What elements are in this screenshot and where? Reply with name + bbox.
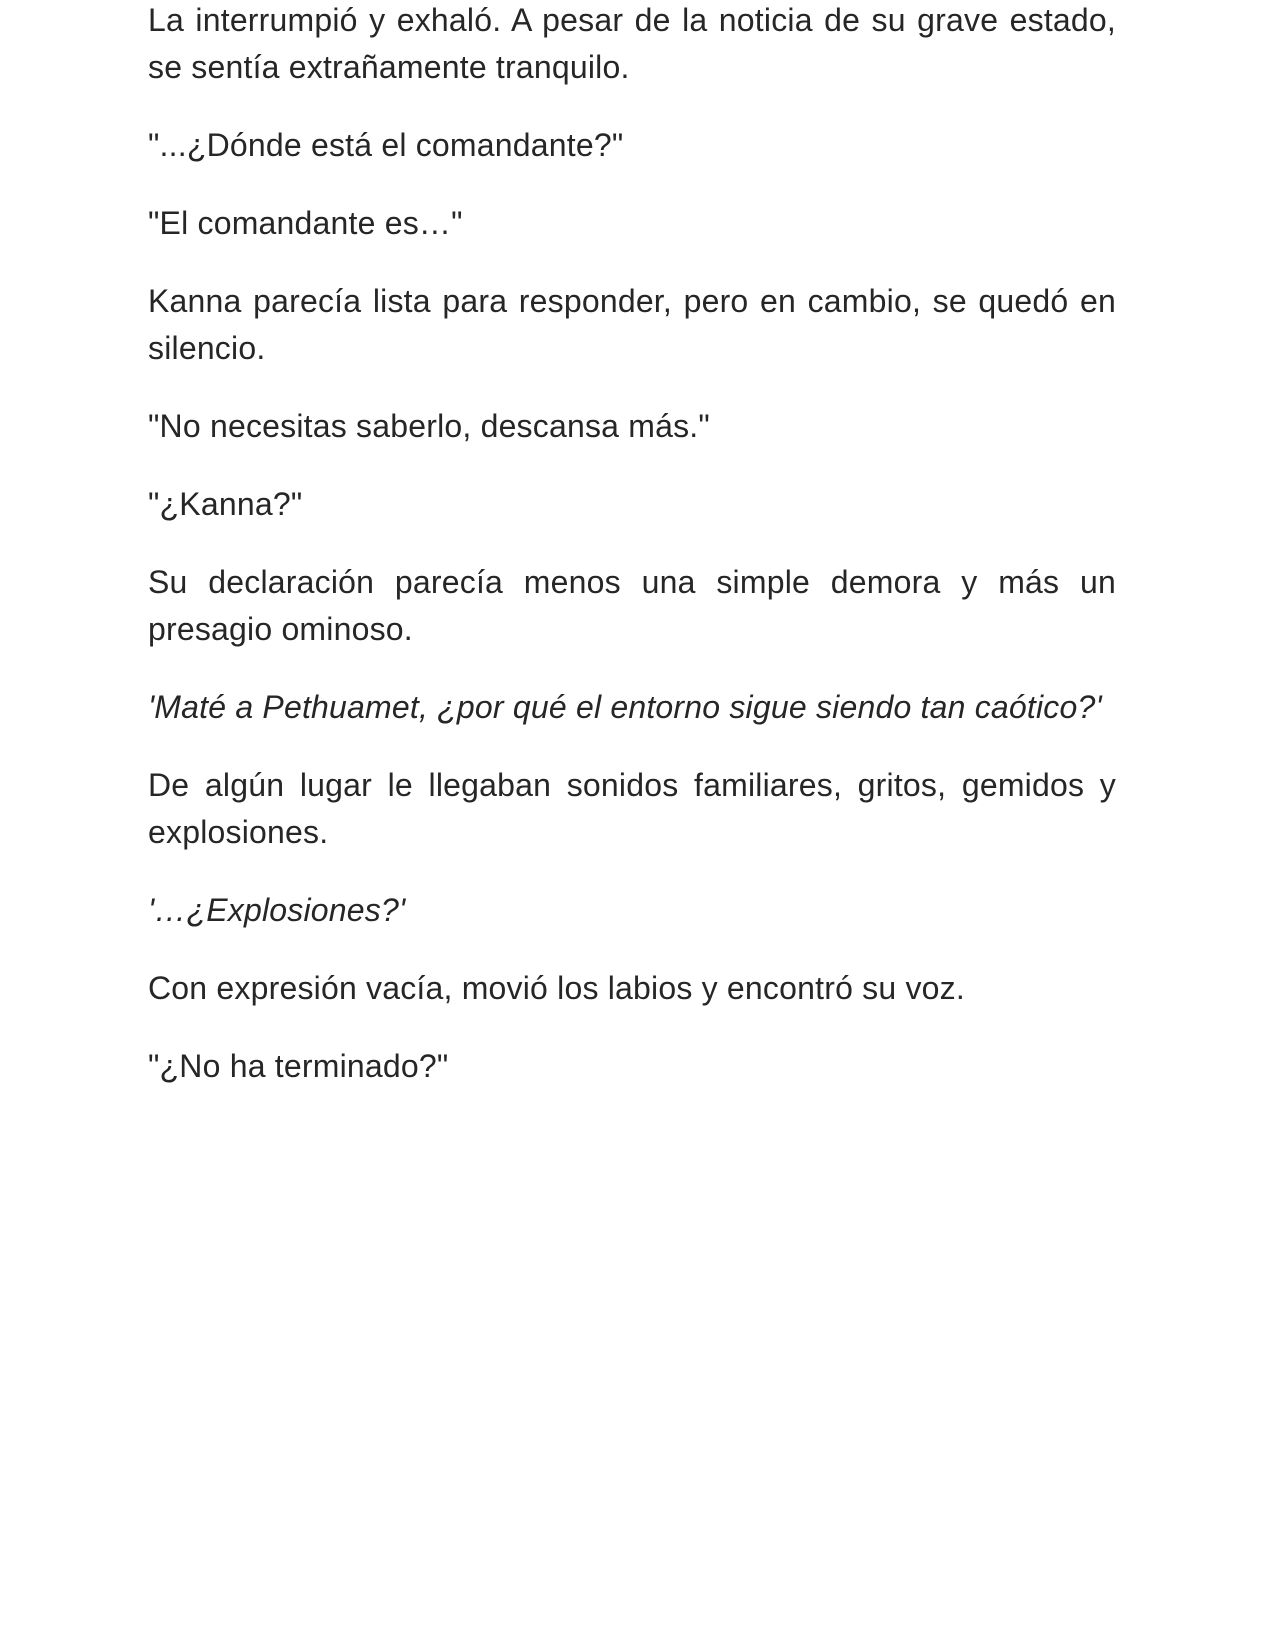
paragraph-10-italic: '…¿Explosiones?' — [148, 892, 406, 928]
paragraph-3: "El comandante es…" — [148, 205, 463, 241]
paragraph-6: "¿Kanna?" — [148, 486, 303, 522]
paragraph-1: La interrumpió y exhaló. A pesar de la noticia de su grave estado, se sentía extrañamente tranquilo. — [148, 2, 1116, 85]
paragraph-8-italic: 'Maté a Pethuamet, ¿por qué el entorno sigue siendo tan caótico?' — [148, 689, 1102, 725]
paragraph-9: De algún lugar le llegaban sonidos familiares, gritos, gemidos y explosiones. — [148, 767, 1116, 850]
paragraph-4: Kanna parecía lista para responder, pero en cambio, se quedó en silencio. — [148, 283, 1116, 366]
paragraph-5: "No necesitas saberlo, descansa más." — [148, 408, 710, 444]
paragraph-7: Su declaración parecía menos una simple demora y más un presagio ominoso. — [148, 564, 1116, 647]
paragraph-12: "¿No ha terminado?" — [148, 1048, 449, 1084]
document-page — [148, 0, 1116, 1121]
paragraph-11: Con expresión vacía, movió los labios y encontró su voz. — [148, 970, 965, 1006]
paragraph-2: "...¿Dónde está el comandante?" — [148, 127, 624, 163]
